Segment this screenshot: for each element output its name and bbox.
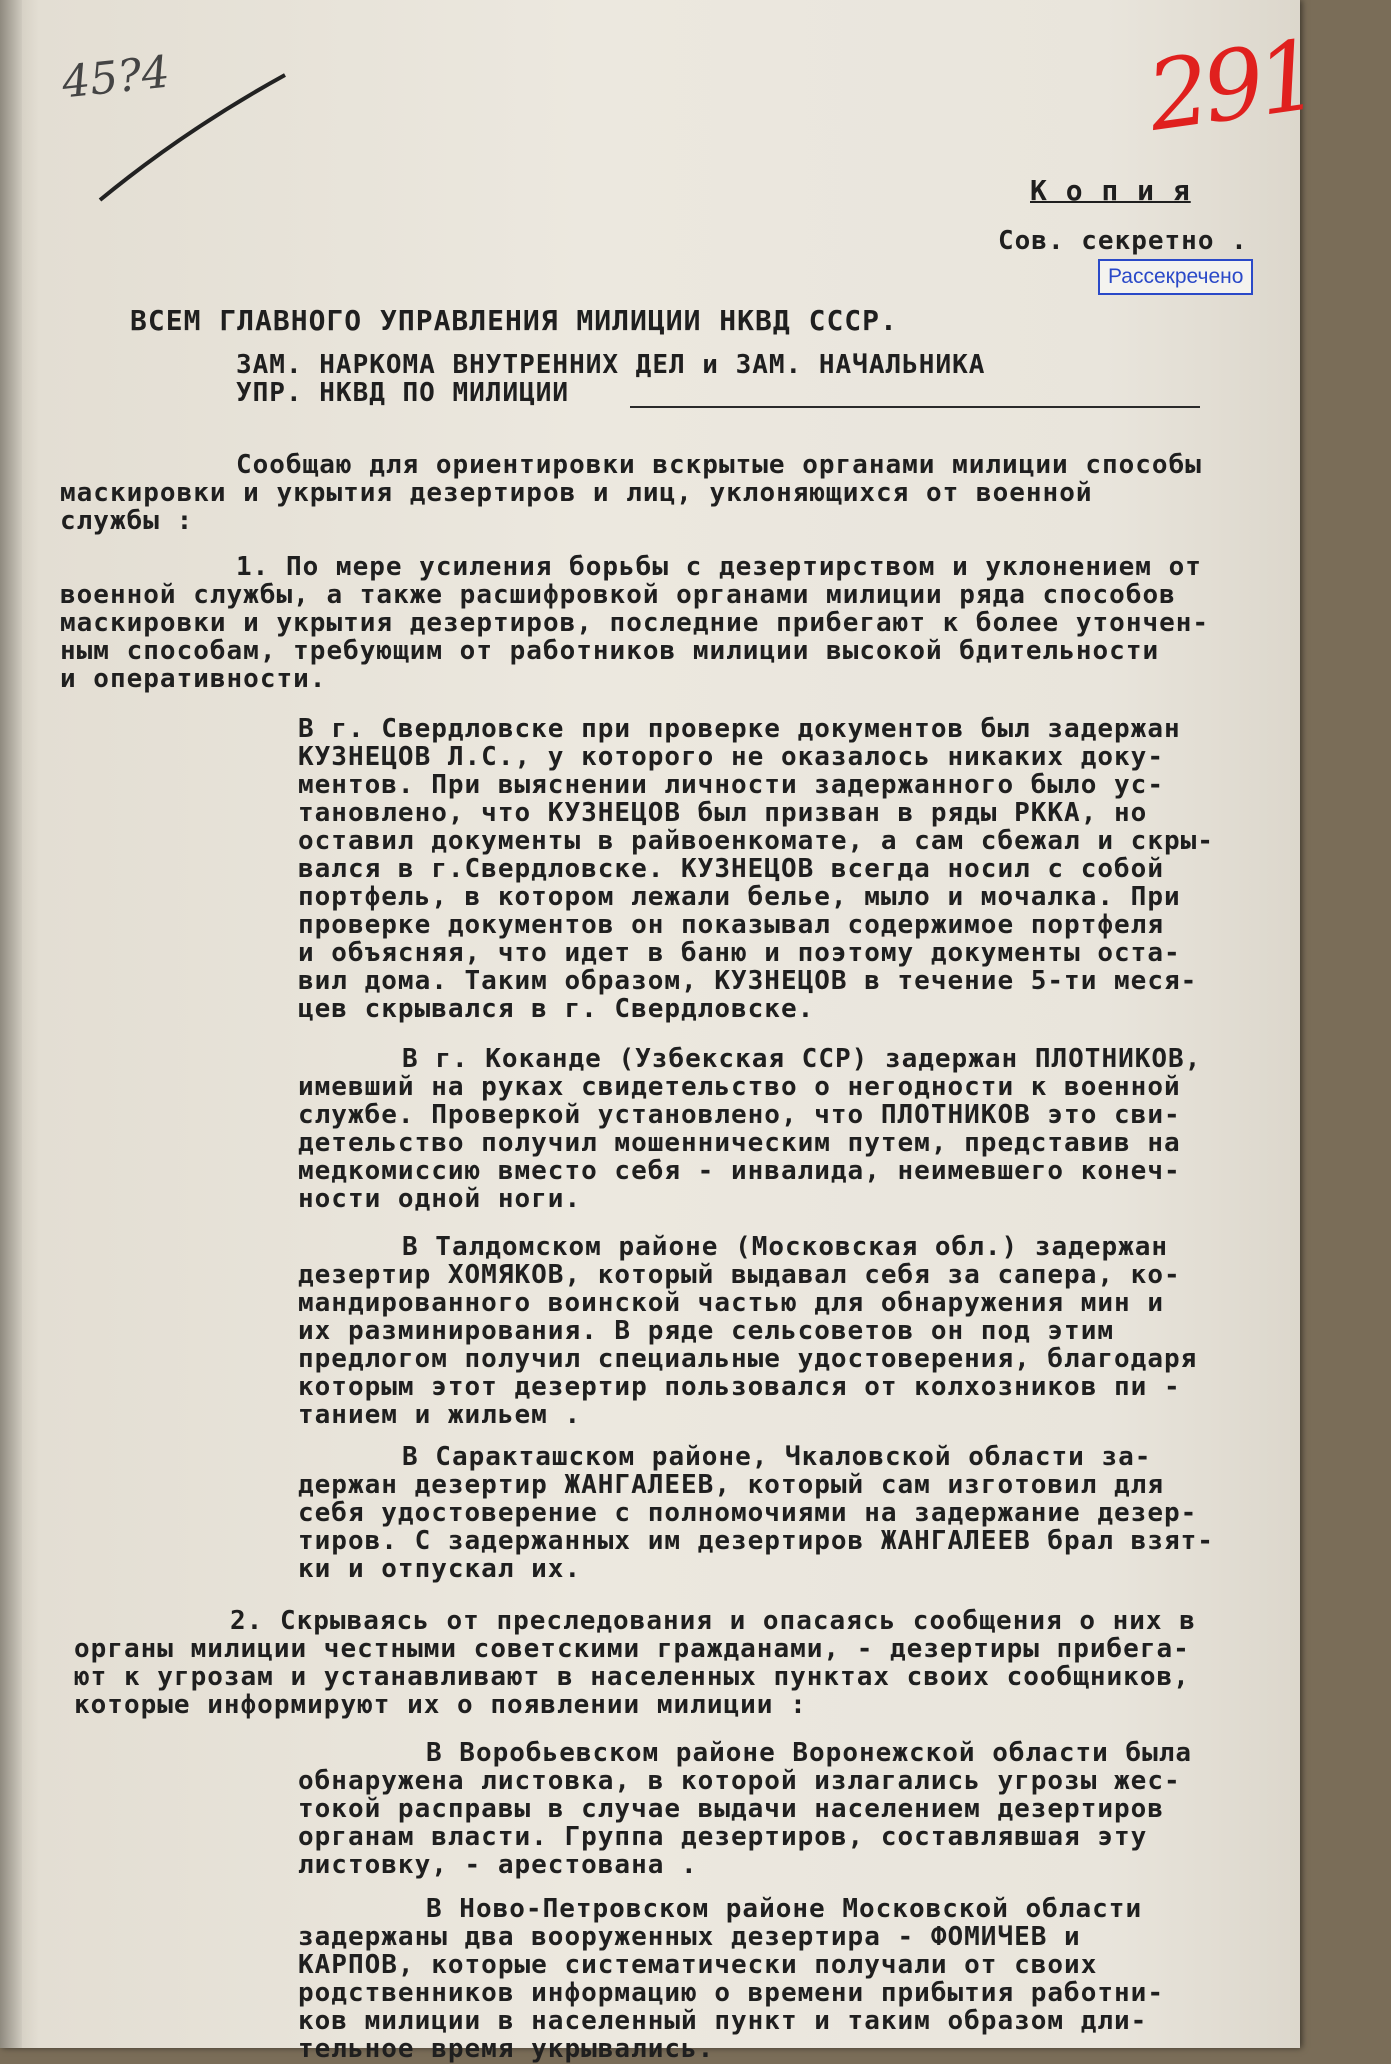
address-underline — [630, 406, 1200, 408]
address-line-3: УПР. НКВД ПО МИЛИЦИИ — [236, 378, 570, 408]
body-line: 1. По мере усиления борьбы с дезертирством и уклонением от — [236, 552, 1202, 582]
body-line: токой расправы в случае выдачи населением дезертиров — [298, 1794, 1164, 1824]
body-line: В Талдомском районе (Московская обл.) задержан — [402, 1232, 1169, 1262]
secrecy-label: Сов. секретно . — [998, 226, 1248, 256]
body-line: органам власти. Группа дезертиров, составлявшая эту — [298, 1822, 1148, 1852]
body-line: тановлено, что КУЗНЕЦОВ был призван в ряды РККА, но — [298, 798, 1148, 828]
body-line: обнаружена листовка, в которой излагались угрозы жес- — [298, 1766, 1181, 1796]
body-line: ки и отпускал их. — [298, 1554, 582, 1584]
page-binding-edge — [0, 0, 22, 2048]
body-line: тиров. С задержанных им дезертиров ЖАНГАЛЕЕВ брал взят- — [298, 1526, 1214, 1556]
declassified-stamp: Рассекречено — [1098, 259, 1253, 295]
body-line: мандированного воинской частью для обнаружения мин и — [298, 1288, 1164, 1318]
body-line: имевший на руках свидетельство о негодности к военной — [298, 1072, 1181, 1102]
body-line: дезертир ХОМЯКОВ, который выдавал себя за сапера, ко- — [298, 1260, 1181, 1290]
body-line: вил дома. Таким образом, КУЗНЕЦОВ в течение 5-ти меся- — [298, 966, 1198, 996]
body-line: задержаны два вооруженных дезертира - ФОМИЧЕВ и — [298, 1922, 1081, 1952]
body-line: ным способам, требующим от работников милиции высокой бдительности — [60, 636, 1160, 666]
body-line: цев скрывался в г. Свердловске. — [298, 994, 815, 1024]
address-line-2: ЗАМ. НАРКОМА ВНУТРЕННИХ ДЕЛ и ЗАМ. НАЧАЛЬНИКА — [236, 350, 986, 380]
body-line: ности одной ноги. — [298, 1184, 582, 1214]
body-line: службе. Проверкой установлено, что ПЛОТНИКОВ это сви- — [298, 1100, 1181, 1130]
body-line: тельное время укрывались. — [298, 2034, 715, 2064]
body-line: ют к угрозам и устанавливают в населенных пунктах своих сообщников, — [74, 1662, 1190, 1692]
body-line: военной службы, а также расшифровкой органами милиции ряда способов — [60, 580, 1176, 610]
body-line: танием и жильем . — [298, 1400, 582, 1430]
body-line: ков милиции в населенный пункт и таким образом дли- — [298, 2006, 1148, 2036]
body-line: себя удостоверение с полномочиями на задержание дезер- — [298, 1498, 1198, 1528]
body-line: медкомиссию вместо себя - инвалида, неимевшего конеч- — [298, 1156, 1181, 1186]
body-line: КУЗНЕЦОВ Л.С., у которого не оказалось никаких доку- — [298, 742, 1164, 772]
body-line: ментов. При выяснении личности задержанного было ус- — [298, 770, 1164, 800]
body-line: их разминирования. В ряде сельсоветов он под этим — [298, 1316, 1115, 1346]
body-line: и объясняя, что идет в баню и поэтому документы оста- — [298, 938, 1181, 968]
red-folio-number: 291 — [1141, 19, 1321, 153]
body-line: органы милиции честными советскими гражданами, - дезертиры прибега- — [74, 1634, 1190, 1664]
body-line: службы : — [60, 506, 194, 536]
body-line: В Воробьевском районе Воронежской области была — [426, 1738, 1193, 1768]
body-line: которые информируют их о появлении милиции : — [74, 1690, 807, 1720]
address-line-1: ВСЕМ ГЛАВНОГО УПРАВЛЕНИЯ МИЛИЦИИ НКВД СССР. — [130, 304, 898, 337]
body-line: и оперативности. — [60, 664, 327, 694]
body-line: В г. Коканде (Узбекская ССР) задержан ПЛОТНИКОВ, — [402, 1044, 1202, 1074]
body-line: В г. Свердловске при проверке документов был задержан — [298, 714, 1181, 744]
body-line: оставил документы в райвоенкомате, а сам сбежал и скры- — [298, 826, 1214, 856]
body-line: вался в г.Свердловске. КУЗНЕЦОВ всегда носил с собой — [298, 854, 1164, 884]
body-line: детельство получил мошенническим путем, представив на — [298, 1128, 1181, 1158]
body-line: родственников информацию о времени прибытия работни- — [298, 1978, 1164, 2008]
pencil-stroke — [95, 70, 295, 210]
body-line: маскировки и укрытия дезертиров и лиц, уклоняющихся от военной — [60, 478, 1093, 508]
body-line: портфель, в котором лежали белье, мыло и мочалка. При — [298, 882, 1181, 912]
body-line: маскировки и укрытия дезертиров, последние прибегают к более утончен- — [60, 608, 1210, 638]
body-line: держан дезертир ЖАНГАЛЕЕВ, который сам изготовил для — [298, 1470, 1164, 1500]
body-line: листовку, - арестована . — [298, 1850, 698, 1880]
body-line: Сообщаю для ориентировки вскрытые органами милиции способы — [236, 450, 1202, 480]
body-line: В Ново-Петровском районе Московской области — [426, 1894, 1143, 1924]
body-line: КАРПОВ, которые систематически получали от своих — [298, 1950, 1098, 1980]
body-line: предлогом получил специальные удостоверения, благодаря — [298, 1344, 1198, 1374]
body-line: которым этот дезертир пользовался от колхозников пи - — [298, 1372, 1181, 1402]
body-line: 2. Скрываясь от преследования и опасаясь сообщения о них в — [230, 1606, 1196, 1636]
body-line: проверке документов он показывал содержимое портфеля — [298, 910, 1164, 940]
copy-label: К о п и я — [1030, 174, 1191, 207]
body-line: В Саракташском районе, Чкаловской области за- — [402, 1442, 1152, 1472]
pencil-archive-number: 45?4 — [59, 46, 172, 109]
